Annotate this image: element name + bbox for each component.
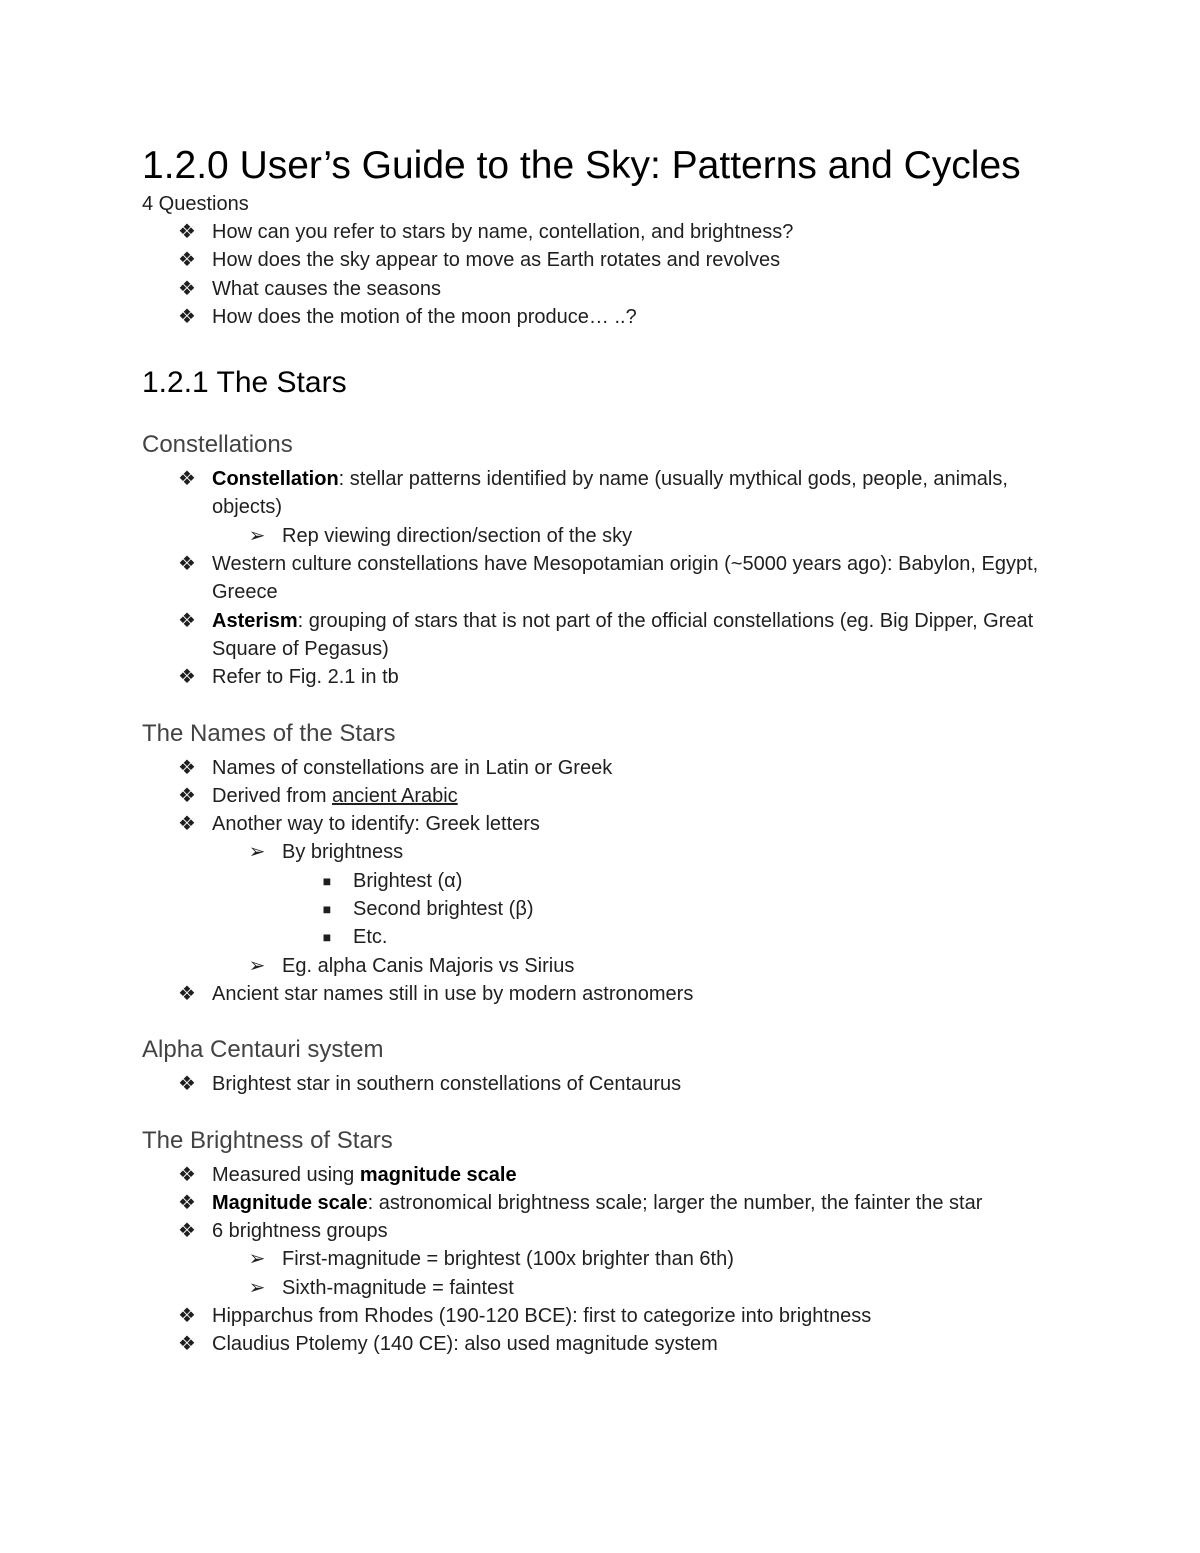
term: Constellation bbox=[212, 468, 339, 491]
nested-list-wrapper bbox=[142, 867, 1082, 952]
list-item: ❖ 6 brightness groups bbox=[142, 1217, 1082, 1245]
names-list bbox=[142, 754, 1082, 1009]
list-item: ➢ First-magnitude = brightest (100x brighter than 6th) bbox=[142, 1245, 1082, 1273]
nested-list-wrapper bbox=[142, 1245, 1082, 1302]
diamond-bullet-icon: ❖ bbox=[178, 982, 196, 1005]
diamond-bullet-icon: ❖ bbox=[178, 1333, 196, 1356]
diamond-bullet-icon: ❖ bbox=[178, 553, 196, 576]
arrow-bullet-icon: ➢ bbox=[248, 841, 266, 864]
diamond-bullet-icon: ❖ bbox=[178, 609, 196, 632]
list-item: ❖ Another way to identify: Greek letters bbox=[142, 810, 1082, 838]
list-item: ❖ Brightest star in southern constellations of Centaurus bbox=[142, 1070, 1082, 1098]
nested-list bbox=[142, 1245, 1082, 1302]
square-bullet-icon: ■ bbox=[322, 929, 332, 946]
list-item: ❖ Asterism: grouping of stars that is not part of the official constellations (eg. Big Dipper, Great Square of Pegasus) bbox=[142, 607, 1082, 664]
list-item: ❖ Magnitude scale: astronomical brightness scale; larger the number, the fainter the star bbox=[142, 1189, 1082, 1217]
list-item: ■ Etc. bbox=[142, 923, 1082, 951]
list-item: ❖ Refer to Fig. 2.1 in tb bbox=[142, 663, 1082, 691]
nested-list bbox=[142, 867, 1082, 952]
term: Magnitude scale bbox=[212, 1191, 368, 1214]
subsection-heading-constellations: Constellations bbox=[142, 431, 293, 459]
diamond-bullet-icon: ❖ bbox=[178, 1305, 196, 1328]
diamond-bullet-icon: ❖ bbox=[178, 784, 196, 807]
subsection-heading-alpha-centauri: Alpha Centauri system bbox=[142, 1036, 384, 1064]
arrow-bullet-icon: ➢ bbox=[248, 954, 266, 977]
list-item: ❖ Measured using magnitude scale bbox=[142, 1161, 1082, 1189]
square-bullet-icon: ■ bbox=[322, 901, 332, 918]
arrow-bullet-icon: ➢ bbox=[248, 1248, 266, 1271]
list-item: ➢ By brightness bbox=[142, 838, 1082, 866]
list-item: ■ Second brightest (β) bbox=[142, 895, 1082, 923]
constellations-list bbox=[142, 465, 1082, 691]
nested-list-wrapper bbox=[142, 522, 1082, 550]
list-item: ■ Brightest (α) bbox=[142, 867, 1082, 895]
diamond-bullet-icon: ❖ bbox=[178, 1220, 196, 1243]
list-item: ❖ What causes the seasons bbox=[142, 275, 1082, 303]
diamond-bullet-icon: ❖ bbox=[178, 1163, 196, 1186]
underlined-text: ancient Arabic bbox=[332, 784, 458, 807]
list-item: ❖ Western culture constellations have Mesopotamian origin (~5000 years ago): Babylon, Egypt, Greece bbox=[142, 550, 1082, 607]
diamond-bullet-icon: ❖ bbox=[178, 756, 196, 779]
diamond-bullet-icon: ❖ bbox=[178, 1191, 196, 1214]
diamond-bullet-icon: ❖ bbox=[178, 249, 196, 272]
document-title: 1.2.0 User’s Guide to the Sky: Patterns and Cycles bbox=[142, 144, 1021, 187]
document-subtitle: 4 Questions bbox=[142, 193, 249, 215]
brightness-list bbox=[142, 1161, 1082, 1359]
list-item: ❖ How does the motion of the moon produce… ..? bbox=[142, 303, 1082, 331]
diamond-bullet-icon: ❖ bbox=[178, 305, 196, 328]
list-item: ➢ Rep viewing direction/section of the sky bbox=[142, 522, 1082, 550]
list-item: ❖ Claudius Ptolemy (140 CE): also used magnitude system bbox=[142, 1330, 1082, 1358]
diamond-bullet-icon: ❖ bbox=[178, 813, 196, 836]
list-item: ❖ Constellation: stellar patterns identified by name (usually mythical gods, people, animals, objects) bbox=[142, 465, 1082, 522]
list-item: ❖ Ancient star names still in use by modern astronomers bbox=[142, 980, 1082, 1008]
diamond-bullet-icon: ❖ bbox=[178, 468, 196, 491]
list-item: ❖ How can you refer to stars by name, contellation, and brightness? bbox=[142, 218, 1082, 246]
arrow-bullet-icon: ➢ bbox=[248, 524, 266, 547]
diamond-bullet-icon: ❖ bbox=[178, 1073, 196, 1096]
list-item: ❖ Derived from ancient Arabic bbox=[142, 782, 1082, 810]
questions-list bbox=[142, 218, 1082, 331]
nested-list bbox=[142, 838, 1082, 979]
diamond-bullet-icon: ❖ bbox=[178, 221, 196, 243]
document-page bbox=[142, 142, 1082, 1359]
square-bullet-icon: ■ bbox=[322, 872, 332, 889]
nested-list-wrapper bbox=[142, 838, 1082, 979]
subsection-heading-brightness: The Brightness of Stars bbox=[142, 1126, 393, 1154]
alpha-centauri-list bbox=[142, 1070, 1082, 1098]
arrow-bullet-icon: ➢ bbox=[248, 1276, 266, 1299]
list-item: ➢ Sixth-magnitude = faintest bbox=[142, 1274, 1082, 1302]
list-item: ❖ Names of constellations are in Latin or Greek bbox=[142, 754, 1082, 782]
section-heading: 1.2.1 The Stars bbox=[142, 366, 347, 400]
subsection-heading-names: The Names of the Stars bbox=[142, 719, 396, 747]
term: magnitude scale bbox=[359, 1163, 517, 1186]
diamond-bullet-icon: ❖ bbox=[178, 666, 196, 689]
nested-list bbox=[142, 522, 1082, 550]
list-item: ➢ Eg. alpha Canis Majoris vs Sirius bbox=[142, 952, 1082, 980]
term: Asterism bbox=[212, 609, 298, 632]
diamond-bullet-icon: ❖ bbox=[178, 277, 196, 300]
list-item: ❖ Hipparchus from Rhodes (190-120 BCE): first to categorize into brightness bbox=[142, 1302, 1082, 1330]
list-item: ❖ How does the sky appear to move as Earth rotates and revolves bbox=[142, 246, 1082, 274]
